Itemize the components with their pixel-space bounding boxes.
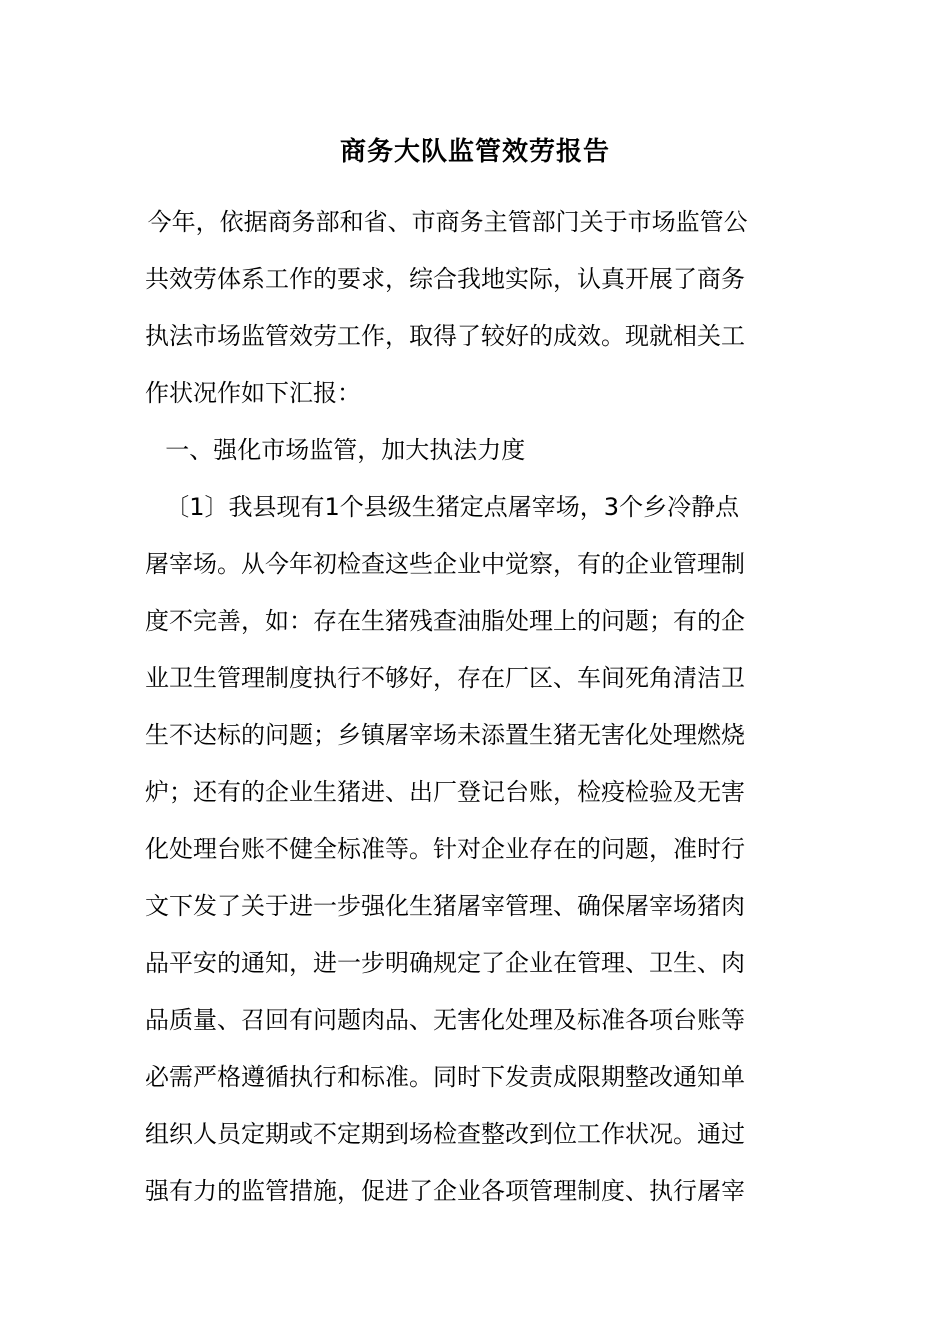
paragraph-line: 业卫生管理制度执行不够好，存在厂区、车间死角清洁卫 xyxy=(145,664,745,692)
document-title: 商务大队监管效劳报告 xyxy=(339,137,610,167)
paragraph-line: 品质量、召回有问题肉品、无害化处理及标准各项台账等 xyxy=(145,1006,745,1034)
paragraph-line: 必需严格遵循执行和标准。同时下发责成限期整改通知单 xyxy=(145,1063,745,1091)
paragraph-line: 炉；还有的企业生猪进、出厂登记台账，检疫检验及无害 xyxy=(145,778,745,806)
paragraph-line: 今年，依据商务部和省、市商务主管部门关于市场监管公 xyxy=(140,208,748,236)
paragraph-line: 执法市场监管效劳工作，取得了较好的成效。现就相关工 xyxy=(145,322,745,350)
paragraph-line: 度不完善，如：存在生猪残查油脂处理上的问题；有的企 xyxy=(145,607,745,635)
paragraph-line: 共效劳体系工作的要求，综合我地实际，认真开展了商务 xyxy=(145,265,745,293)
paragraph-line: 强有力的监管措施，促进了企业各项管理制度、执行屠宰 xyxy=(145,1177,745,1205)
paragraph-line: 化处理台账不健全标准等。针对企业存在的问题，准时行 xyxy=(145,835,745,863)
paragraph-line: 组织人员定期或不定期到场检查整改到位工作状况。通过 xyxy=(145,1120,745,1148)
section-heading: 一、强化市场监管，加大执法力度 xyxy=(150,436,526,464)
paragraph-line: 屠宰场。从今年初检查这些企业中觉察，有的企业管理制 xyxy=(145,550,745,578)
paragraph-line: 品平安的通知，进一步明确规定了企业在管理、卫生、肉 xyxy=(145,949,745,977)
paragraph-line: 〔1〕我县现有1个县级生猪定点屠宰场，3个乡冷静点 xyxy=(150,493,740,521)
paragraph-line: 生不达标的问题；乡镇屠宰场未添置生猪无害化处理燃烧 xyxy=(145,721,745,749)
paragraph-line: 作状况作如下汇报： xyxy=(145,379,361,407)
paragraph-line: 文下发了关于进一步强化生猪屠宰管理、确保屠宰场猪肉 xyxy=(145,892,745,920)
